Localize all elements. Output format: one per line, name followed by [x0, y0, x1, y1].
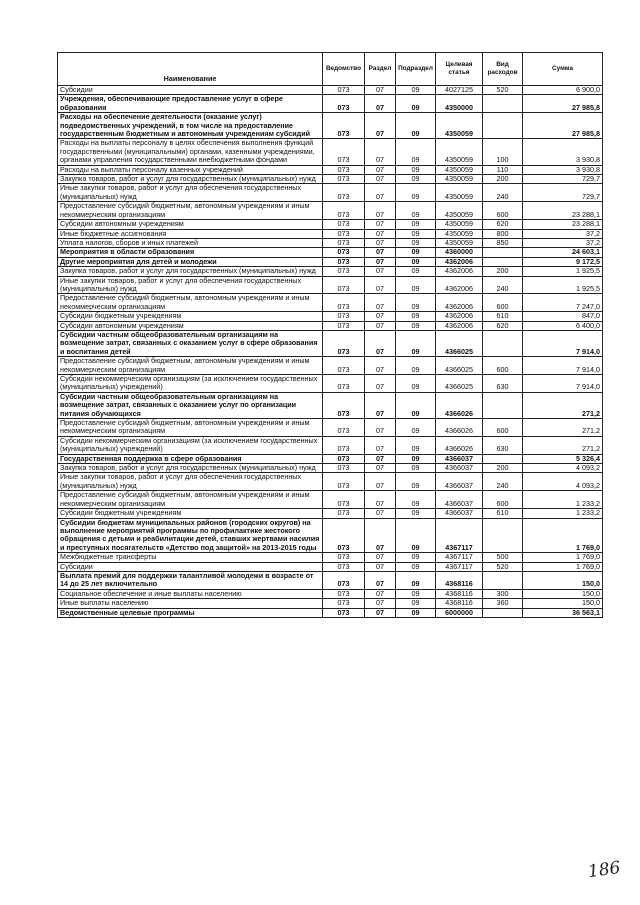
cell-dept: 073 [323, 202, 365, 220]
cell-dept: 073 [323, 454, 365, 463]
cell-name: Межбюджетные трансферты [58, 553, 323, 562]
cell-section: 07 [365, 518, 396, 553]
header-article: Целевая статья [436, 53, 483, 86]
cell-subsection: 09 [396, 589, 436, 598]
cell-subsection: 09 [396, 86, 436, 95]
cell-name: Предоставление субсидий бюджетным, автономным учреждениям и иным некоммерческим организациям [58, 294, 323, 312]
cell-section: 07 [365, 248, 396, 257]
page-number: 186 [586, 857, 622, 883]
cell-exptype: 360 [483, 599, 523, 608]
cell-section: 07 [365, 139, 396, 165]
cell-subsection: 09 [396, 330, 436, 356]
cell-section: 07 [365, 330, 396, 356]
cell-subsection: 09 [396, 454, 436, 463]
table-row [58, 276, 603, 294]
cell-sum: 24 603,1 [523, 248, 603, 257]
table-body [58, 86, 603, 618]
table-row [58, 165, 603, 174]
cell-exptype: 600 [483, 294, 523, 312]
table-header-row [58, 53, 603, 86]
cell-subsection: 09 [396, 509, 436, 518]
cell-article: 4366026 [436, 419, 483, 437]
cell-sum: 7 914,0 [523, 357, 603, 375]
table-row [58, 267, 603, 276]
table-row [58, 509, 603, 518]
cell-name: Учреждения, обеспечивающие предоставление услуг в сфере образования [58, 95, 323, 113]
cell-section: 07 [365, 95, 396, 113]
cell-subsection: 09 [396, 257, 436, 266]
cell-name: Субсидии некоммерческим организациям (за исключением государственных (муниципальных) учреждений) [58, 375, 323, 393]
cell-subsection: 09 [396, 276, 436, 294]
cell-subsection: 09 [396, 518, 436, 553]
cell-sum: 4 093,2 [523, 473, 603, 491]
table-row [58, 553, 603, 562]
cell-exptype: 200 [483, 175, 523, 184]
header-section: Раздел [365, 53, 396, 86]
cell-section: 07 [365, 599, 396, 608]
cell-article: 4368116 [436, 589, 483, 598]
cell-section: 07 [365, 491, 396, 509]
cell-sum: 1 769,0 [523, 562, 603, 571]
cell-article: 4362006 [436, 257, 483, 266]
cell-section: 07 [365, 357, 396, 375]
cell-exptype: 620 [483, 220, 523, 229]
cell-exptype [483, 248, 523, 257]
cell-sum: 1 925,5 [523, 267, 603, 276]
cell-name: Предоставление субсидий бюджетным, автономным учреждениям и иным некоммерческим организациям [58, 491, 323, 509]
cell-article: 4366037 [436, 491, 483, 509]
cell-section: 07 [365, 509, 396, 518]
table-row [58, 392, 603, 418]
cell-dept: 073 [323, 608, 365, 617]
cell-exptype: 800 [483, 229, 523, 238]
cell-name: Предоставление субсидий бюджетным, автономным учреждениям и иным некоммерческим организациям [58, 202, 323, 220]
cell-sum: 36 563,1 [523, 608, 603, 617]
cell-exptype: 110 [483, 165, 523, 174]
cell-article: 4350059 [436, 165, 483, 174]
cell-subsection: 09 [396, 436, 436, 454]
budget-table [57, 52, 603, 618]
cell-sum: 1 233,2 [523, 509, 603, 518]
cell-section: 07 [365, 375, 396, 393]
cell-name: Предоставление субсидий бюджетным, автономным учреждениям и иным некоммерческим организациям [58, 419, 323, 437]
cell-article: 4366037 [436, 509, 483, 518]
cell-dept: 073 [323, 599, 365, 608]
table-row [58, 571, 603, 589]
cell-section: 07 [365, 202, 396, 220]
header-dept: Ведомство [323, 53, 365, 86]
cell-exptype [483, 95, 523, 113]
cell-dept: 073 [323, 357, 365, 375]
cell-exptype [483, 257, 523, 266]
cell-article: 4366026 [436, 436, 483, 454]
table-row [58, 518, 603, 553]
table-row [58, 257, 603, 266]
cell-section: 07 [365, 238, 396, 247]
cell-dept: 073 [323, 375, 365, 393]
cell-sum: 5 326,4 [523, 454, 603, 463]
cell-subsection: 09 [396, 553, 436, 562]
cell-dept: 073 [323, 175, 365, 184]
cell-section: 07 [365, 436, 396, 454]
table-row [58, 184, 603, 202]
table-row [58, 599, 603, 608]
cell-subsection: 09 [396, 608, 436, 617]
cell-section: 07 [365, 608, 396, 617]
cell-sum: 4 093,2 [523, 464, 603, 473]
cell-article: 6000000 [436, 608, 483, 617]
table-row [58, 473, 603, 491]
cell-dept: 073 [323, 464, 365, 473]
cell-sum: 1 769,0 [523, 553, 603, 562]
cell-subsection: 09 [396, 139, 436, 165]
table-row [58, 491, 603, 509]
cell-section: 07 [365, 392, 396, 418]
cell-name: Выплата премий для поддержки талантливой молодежи в возрасте от 14 до 25 лет включительно [58, 571, 323, 589]
cell-sum: 9 172,5 [523, 257, 603, 266]
cell-sum: 6 400,0 [523, 321, 603, 330]
cell-dept: 073 [323, 184, 365, 202]
cell-article: 4366025 [436, 330, 483, 356]
cell-dept: 073 [323, 562, 365, 571]
cell-dept: 073 [323, 95, 365, 113]
cell-subsection: 09 [396, 113, 436, 139]
cell-article: 4350059 [436, 202, 483, 220]
cell-article: 4368116 [436, 571, 483, 589]
cell-section: 07 [365, 473, 396, 491]
cell-dept: 073 [323, 229, 365, 238]
cell-dept: 073 [323, 491, 365, 509]
cell-subsection: 09 [396, 229, 436, 238]
cell-dept: 073 [323, 294, 365, 312]
cell-name: Иные закупки товаров, работ и услуг для обеспечения государственных (муниципальных) нужд [58, 184, 323, 202]
cell-exptype: 600 [483, 202, 523, 220]
cell-exptype [483, 454, 523, 463]
cell-sum: 271,2 [523, 419, 603, 437]
cell-section: 07 [365, 220, 396, 229]
cell-dept: 073 [323, 267, 365, 276]
table-row [58, 95, 603, 113]
cell-name: Государственная поддержка в сфере образования [58, 454, 323, 463]
cell-subsection: 09 [396, 184, 436, 202]
cell-article: 4350059 [436, 139, 483, 165]
cell-name: Уплата налогов, сборов и иных платежей [58, 238, 323, 247]
cell-exptype: 610 [483, 509, 523, 518]
table-row [58, 608, 603, 617]
cell-name: Закупка товаров, работ и услуг для государственных (муниципальных) нужд [58, 267, 323, 276]
cell-section: 07 [365, 312, 396, 321]
cell-article: 4366026 [436, 392, 483, 418]
table-row [58, 357, 603, 375]
cell-exptype: 240 [483, 473, 523, 491]
cell-name: Расходы на выплаты персоналу в целях обеспечения выполнения функций государственными (муниципальными) органами, казенными учреждениями, органами управления государственными внебюджетными фондами [58, 139, 323, 165]
cell-dept: 073 [323, 238, 365, 247]
cell-name: Субсидии автономным учреждениям [58, 220, 323, 229]
cell-subsection: 09 [396, 95, 436, 113]
cell-dept: 073 [323, 330, 365, 356]
cell-sum: 271,2 [523, 436, 603, 454]
cell-exptype: 600 [483, 357, 523, 375]
cell-exptype: 100 [483, 139, 523, 165]
cell-subsection: 09 [396, 238, 436, 247]
table-row [58, 248, 603, 257]
cell-section: 07 [365, 464, 396, 473]
cell-name: Субсидии частным общеобразовательным организациям на возмещение затрат, связанных с оказанием услуг по организации питания обучающихся [58, 392, 323, 418]
table-row [58, 321, 603, 330]
cell-section: 07 [365, 165, 396, 174]
cell-dept: 073 [323, 419, 365, 437]
cell-article: 4367117 [436, 562, 483, 571]
table-row [58, 229, 603, 238]
cell-subsection: 09 [396, 419, 436, 437]
cell-sum: 729,7 [523, 184, 603, 202]
cell-article: 4366037 [436, 473, 483, 491]
cell-exptype: 630 [483, 375, 523, 393]
cell-dept: 073 [323, 276, 365, 294]
cell-article: 4350059 [436, 113, 483, 139]
cell-section: 07 [365, 589, 396, 598]
cell-dept: 073 [323, 392, 365, 418]
cell-article: 4362006 [436, 294, 483, 312]
table-row [58, 312, 603, 321]
cell-section: 07 [365, 229, 396, 238]
cell-dept: 073 [323, 86, 365, 95]
cell-name: Мероприятия в области образования [58, 248, 323, 257]
cell-name: Закупка товаров, работ и услуг для государственных (муниципальных) нужд [58, 175, 323, 184]
cell-subsection: 09 [396, 267, 436, 276]
cell-sum: 1 233,2 [523, 491, 603, 509]
cell-article: 4366025 [436, 375, 483, 393]
cell-exptype: 630 [483, 436, 523, 454]
cell-name: Субсидии бюджетам муниципальных районов (городских округов) на выполнение мероприятий программы по профилактике жестокого обращения с детьми и реабилитации детей, ставших жертвами насилия и преступных посягательств «Детство под защитой» на 2013-2015 годы [58, 518, 323, 553]
cell-section: 07 [365, 553, 396, 562]
table-row [58, 238, 603, 247]
cell-dept: 073 [323, 518, 365, 553]
cell-article: 4367117 [436, 553, 483, 562]
cell-sum: 1 769,0 [523, 518, 603, 553]
cell-dept: 073 [323, 257, 365, 266]
cell-exptype: 600 [483, 491, 523, 509]
cell-section: 07 [365, 562, 396, 571]
cell-subsection: 09 [396, 312, 436, 321]
cell-sum: 23 288,1 [523, 220, 603, 229]
cell-exptype: 520 [483, 86, 523, 95]
table-row [58, 86, 603, 95]
cell-subsection: 09 [396, 473, 436, 491]
cell-subsection: 09 [396, 294, 436, 312]
cell-article: 4360000 [436, 248, 483, 257]
cell-name: Иные выплаты населению [58, 599, 323, 608]
cell-name: Субсидии [58, 86, 323, 95]
cell-article: 4027125 [436, 86, 483, 95]
cell-dept: 073 [323, 321, 365, 330]
cell-name: Субсидии автономным учреждениям [58, 321, 323, 330]
cell-dept: 073 [323, 571, 365, 589]
cell-sum: 729,7 [523, 175, 603, 184]
table-row [58, 330, 603, 356]
table-row [58, 113, 603, 139]
cell-dept: 073 [323, 113, 365, 139]
cell-sum: 3 930,8 [523, 165, 603, 174]
cell-subsection: 09 [396, 357, 436, 375]
cell-name: Иные закупки товаров, работ и услуг для обеспечения государственных (муниципальных) нужд [58, 473, 323, 491]
cell-name: Субсидии частным общеобразовательным организациям на возмещение затрат, связанных с оказанием услуг в сфере образования и воспитания детей [58, 330, 323, 356]
cell-section: 07 [365, 276, 396, 294]
cell-article: 4362006 [436, 267, 483, 276]
cell-subsection: 09 [396, 375, 436, 393]
cell-exptype: 500 [483, 553, 523, 562]
table-row [58, 139, 603, 165]
cell-name: Расходы на обеспечение деятельности (оказание услуг) подведомственных учреждений, в том числе на предоставление государственным бюджетным и автономным учреждениям субсидий [58, 113, 323, 139]
cell-exptype: 850 [483, 238, 523, 247]
cell-section: 07 [365, 175, 396, 184]
cell-sum: 7 914,0 [523, 330, 603, 356]
cell-exptype [483, 330, 523, 356]
cell-dept: 073 [323, 509, 365, 518]
cell-name: Субсидии бюджетным учреждениям [58, 509, 323, 518]
cell-sum: 1 925,5 [523, 276, 603, 294]
cell-section: 07 [365, 321, 396, 330]
cell-dept: 073 [323, 248, 365, 257]
cell-exptype [483, 518, 523, 553]
cell-sum: 23 288,1 [523, 202, 603, 220]
cell-section: 07 [365, 257, 396, 266]
cell-exptype: 200 [483, 464, 523, 473]
cell-sum: 150,0 [523, 589, 603, 598]
cell-subsection: 09 [396, 491, 436, 509]
cell-sum: 7 247,0 [523, 294, 603, 312]
cell-exptype [483, 392, 523, 418]
cell-article: 4350059 [436, 238, 483, 247]
cell-sum: 847,0 [523, 312, 603, 321]
cell-exptype: 200 [483, 267, 523, 276]
table-row [58, 375, 603, 393]
cell-exptype: 240 [483, 184, 523, 202]
cell-dept: 073 [323, 139, 365, 165]
cell-subsection: 09 [396, 248, 436, 257]
cell-exptype: 300 [483, 589, 523, 598]
cell-article: 4350000 [436, 95, 483, 113]
cell-section: 07 [365, 113, 396, 139]
cell-exptype: 240 [483, 276, 523, 294]
table-row [58, 454, 603, 463]
cell-subsection: 09 [396, 202, 436, 220]
cell-exptype [483, 113, 523, 139]
table-row [58, 589, 603, 598]
cell-exptype [483, 571, 523, 589]
cell-name: Субсидии [58, 562, 323, 571]
cell-sum: 27 985,8 [523, 113, 603, 139]
cell-article: 4350059 [436, 220, 483, 229]
cell-subsection: 09 [396, 220, 436, 229]
cell-subsection: 09 [396, 464, 436, 473]
table-row [58, 202, 603, 220]
cell-article: 4368116 [436, 599, 483, 608]
cell-name: Иные бюджетные ассигнования [58, 229, 323, 238]
cell-article: 4362006 [436, 312, 483, 321]
table-row [58, 436, 603, 454]
cell-sum: 37,2 [523, 238, 603, 247]
cell-subsection: 09 [396, 175, 436, 184]
cell-subsection: 09 [396, 165, 436, 174]
cell-article: 4367117 [436, 518, 483, 553]
cell-article: 4350059 [436, 175, 483, 184]
cell-sum: 271,2 [523, 392, 603, 418]
cell-section: 07 [365, 294, 396, 312]
cell-subsection: 09 [396, 562, 436, 571]
cell-article: 4350059 [436, 229, 483, 238]
cell-name: Расходы на выплаты персоналу казенных учреждений [58, 165, 323, 174]
table-row [58, 419, 603, 437]
cell-article: 4366037 [436, 454, 483, 463]
cell-article: 4366037 [436, 464, 483, 473]
cell-exptype: 610 [483, 312, 523, 321]
cell-section: 07 [365, 184, 396, 202]
cell-name: Закупка товаров, работ и услуг для государственных (муниципальных) нужд [58, 464, 323, 473]
cell-section: 07 [365, 86, 396, 95]
cell-article: 4350059 [436, 184, 483, 202]
header-name: Наименование [58, 53, 323, 86]
header-sum: Сумма [523, 53, 603, 86]
cell-section: 07 [365, 267, 396, 276]
cell-sum: 150,0 [523, 599, 603, 608]
table-row [58, 220, 603, 229]
cell-article: 4362006 [436, 321, 483, 330]
cell-sum: 27 985,8 [523, 95, 603, 113]
cell-name: Социальное обеспечение и иные выплаты населению [58, 589, 323, 598]
cell-exptype: 600 [483, 419, 523, 437]
cell-section: 07 [365, 571, 396, 589]
cell-dept: 073 [323, 553, 365, 562]
cell-subsection: 09 [396, 571, 436, 589]
cell-subsection: 09 [396, 392, 436, 418]
cell-dept: 073 [323, 220, 365, 229]
cell-section: 07 [365, 454, 396, 463]
cell-name: Ведомственные целевые программы [58, 608, 323, 617]
cell-name: Другие мероприятия для детей и молодежи [58, 257, 323, 266]
cell-dept: 073 [323, 312, 365, 321]
cell-sum: 3 930,8 [523, 139, 603, 165]
cell-sum: 7 914,0 [523, 375, 603, 393]
cell-dept: 073 [323, 436, 365, 454]
table-row [58, 464, 603, 473]
cell-article: 4366025 [436, 357, 483, 375]
header-exptype: Вид расходов [483, 53, 523, 86]
cell-name: Субсидии бюджетным учреждениям [58, 312, 323, 321]
table-row [58, 562, 603, 571]
cell-exptype [483, 608, 523, 617]
header-subsection: Подраздел [396, 53, 436, 86]
cell-name: Предоставление субсидий бюджетным, автономным учреждениям и иным некоммерческим организациям [58, 357, 323, 375]
table-row [58, 294, 603, 312]
table-row [58, 175, 603, 184]
cell-dept: 073 [323, 165, 365, 174]
cell-exptype: 620 [483, 321, 523, 330]
cell-dept: 073 [323, 589, 365, 598]
cell-subsection: 09 [396, 321, 436, 330]
cell-name: Иные закупки товаров, работ и услуг для обеспечения государственных (муниципальных) нужд [58, 276, 323, 294]
cell-sum: 150,0 [523, 571, 603, 589]
cell-section: 07 [365, 419, 396, 437]
cell-name: Субсидии некоммерческим организациям (за исключением государственных (муниципальных) учреждений) [58, 436, 323, 454]
cell-exptype: 520 [483, 562, 523, 571]
cell-article: 4362006 [436, 276, 483, 294]
cell-sum: 37,2 [523, 229, 603, 238]
cell-subsection: 09 [396, 599, 436, 608]
cell-dept: 073 [323, 473, 365, 491]
cell-sum: 6 900,0 [523, 86, 603, 95]
